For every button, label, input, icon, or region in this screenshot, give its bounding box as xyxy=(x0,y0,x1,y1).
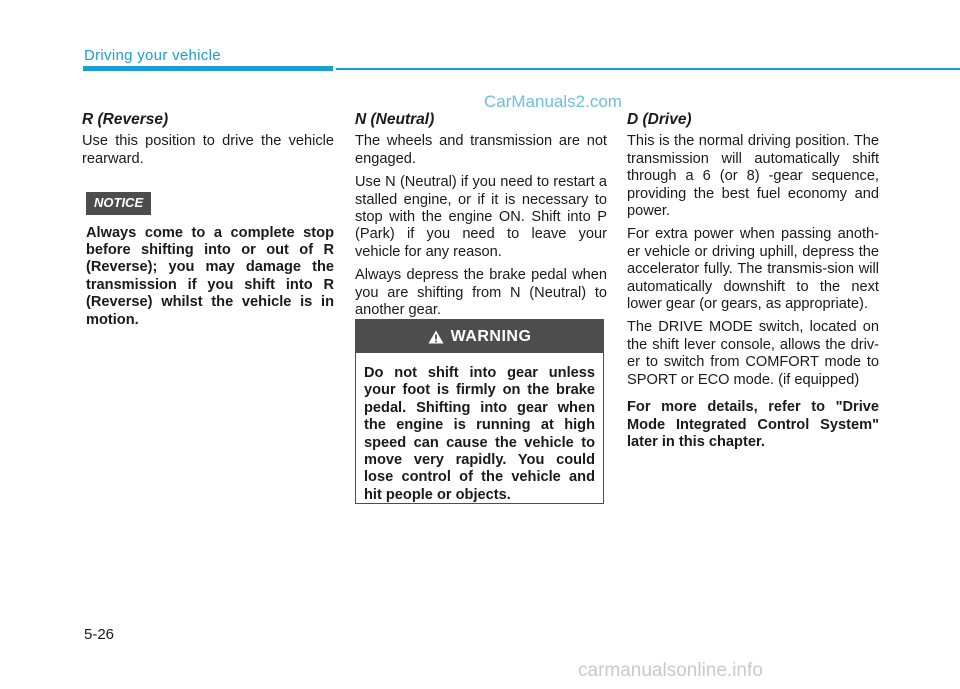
heading-neutral: N (Neutral) xyxy=(355,111,435,128)
header-section-title: Driving your vehicle xyxy=(84,47,221,64)
heading-reverse: R (Reverse) xyxy=(82,111,169,128)
warning-text: Do not shift into gear unless your foot is firmly on the brake pedal. Shifting into gear when the engine is running at high speed can cause the vehicle to move very rapidly. You could lose control of the vehicle and hit people or objects. xyxy=(364,365,595,503)
warning-triangle-icon xyxy=(428,330,444,344)
body-drive-2: For extra power when passing anoth-er vehicle or driving uphill, depress the accelerator fully. The transmis-sion will automatically downshift to the next lower gear (or gears, as appropriate). xyxy=(627,226,879,313)
notice-badge: NOTICE xyxy=(86,192,151,214)
watermark-bottom: carmanualsonline.info xyxy=(578,660,763,681)
watermark-top: CarManuals2.com xyxy=(484,92,622,111)
page-number: 5-26 xyxy=(84,626,115,643)
warning-title: WARNING xyxy=(450,327,532,345)
body-drive-3: The DRIVE MODE switch, located on the shift lever console, allows the driv-er to switch from COMFORT mode to SPORT or ECO mode. (if equipped) xyxy=(627,319,879,388)
column-reverse xyxy=(82,111,334,329)
heading-drive: D (Drive) xyxy=(627,111,692,128)
body-drive-1: This is the normal driving position. The transmission will automatically shift through a 6 (or 8) -gear sequence, providing the best fuel economy and power. xyxy=(627,133,879,220)
warning-box xyxy=(355,319,604,504)
body-neutral-3: Always depress the brake pedal when you are shifting from N (Neutral) to another gear. xyxy=(355,267,607,319)
body-drive-note: For more details, refer to "Drive Mode Integrated Control System" later in this chapter. xyxy=(627,399,879,450)
header-rule-thick xyxy=(83,66,333,71)
body-reverse: Use this position to drive the vehicle rearward. xyxy=(82,133,334,167)
notice-text: Always come to a complete stop before shifting into or out of R (Reverse); you may damage the transmission if you shift into R (Reverse) whilst the vehicle is in motion. xyxy=(86,224,334,328)
body-neutral-1: The wheels and transmission are not engaged. xyxy=(355,133,607,167)
column-drive xyxy=(627,111,879,457)
body-neutral-2: Use N (Neutral) if you need to restart a stalled engine, or if it is necessary to stop with the engine ON. Shift into P (Park) if you need to leave your vehicle for any reason. xyxy=(355,174,607,260)
header-rule-thin xyxy=(336,68,960,70)
warning-header xyxy=(356,320,603,353)
column-neutral xyxy=(355,111,607,325)
